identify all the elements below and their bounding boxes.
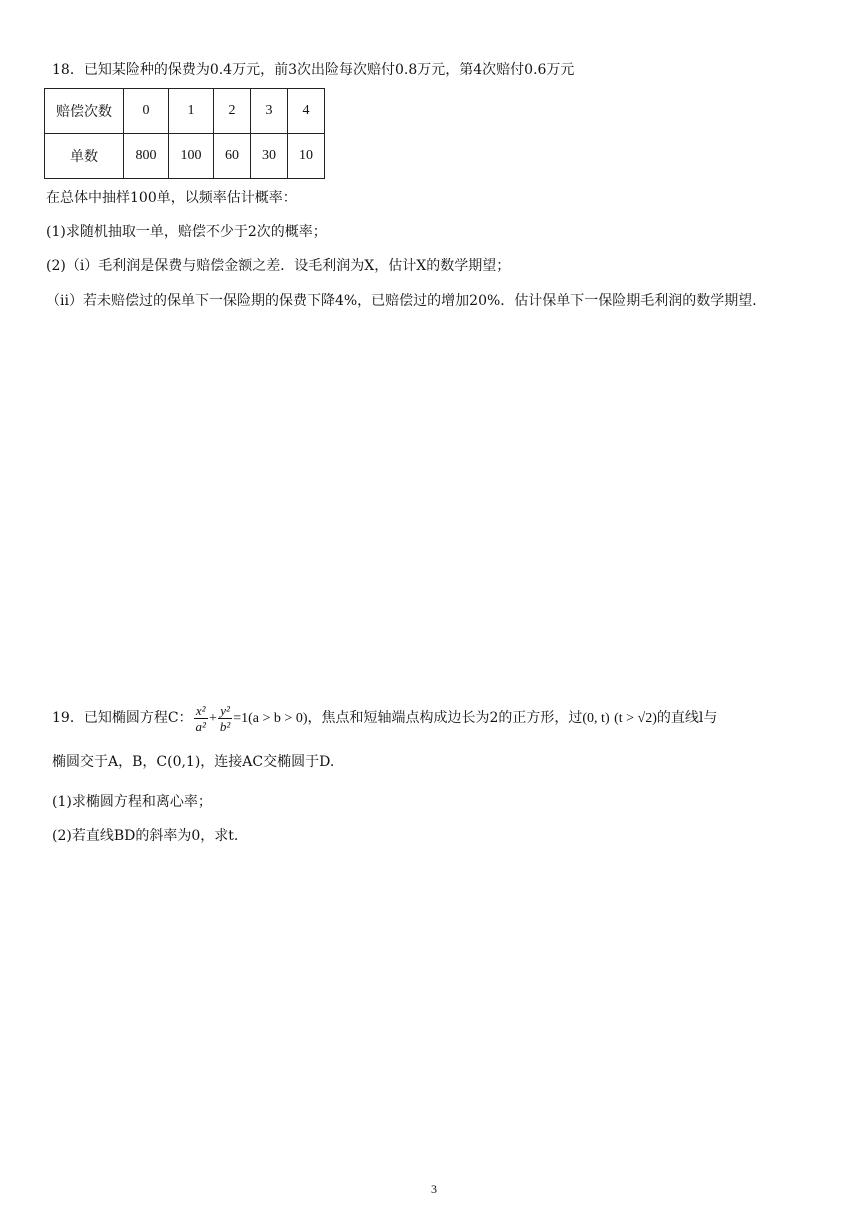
table-cell: 800 <box>124 134 169 179</box>
table-cell: 1 <box>169 89 214 134</box>
fraction-numerator: x² <box>194 703 208 719</box>
q19-middle: ，焦点和短轴端点构成边长为2的正方形，过 <box>307 710 583 726</box>
fraction-denominator: b² <box>219 718 231 734</box>
q19-stem-line2: 椭圆交于A，B，C(0,1)，连接AC交椭圆于D. <box>52 754 335 770</box>
page-number: 3 <box>431 1182 437 1196</box>
plus-sign: + <box>208 711 217 726</box>
table-cell: 0 <box>124 89 169 134</box>
claims-table <box>44 88 325 179</box>
point-0-t: (0, t) <box>582 711 610 726</box>
q19-part1: (1)求椭圆方程和离心率； <box>52 794 212 810</box>
table-cell: 100 <box>169 134 214 179</box>
fraction-x2-a2 <box>194 703 208 734</box>
q19-part2: (2)若直线BD的斜率为0，求t. <box>52 828 239 844</box>
table-cell: 3 <box>251 89 288 134</box>
equation-condition: =1(a > b > 0) <box>233 711 308 726</box>
table-row <box>45 89 325 134</box>
fraction-numerator: y² <box>218 703 232 719</box>
condition-t: (t > √2) <box>614 711 657 726</box>
fraction-y2-b2 <box>218 703 232 734</box>
table-cell: 2 <box>214 89 251 134</box>
table-cell: 4 <box>288 89 325 134</box>
fraction-denominator: a² <box>195 718 206 734</box>
table-cell: 10 <box>288 134 325 179</box>
q18-part1: (1)求随机抽取一单，赔偿不少于2次的概率； <box>46 224 327 240</box>
table-cell: 30 <box>251 134 288 179</box>
table-header-claims-count: 赔偿次数 <box>45 89 124 134</box>
table-row <box>45 134 325 179</box>
q19-stem-line1 <box>52 698 717 738</box>
q18-sample-line: 在总体中抽样100单，以频率估计概率： <box>46 190 297 206</box>
q19-prefix: 19．已知椭圆方程C： <box>52 710 193 726</box>
q18-part2i: (2)（i）毛利润是保费与赔偿金额之差．设毛利润为X，估计X的数学期望； <box>46 258 511 274</box>
q19-suffix: 的直线l与 <box>656 710 718 726</box>
table-cell: 60 <box>214 134 251 179</box>
table-header-policy-count: 单数 <box>45 134 124 179</box>
q18-part2ii: （ii）若未赔偿过的保单下一保险期的保费下降4%，已赔偿过的增加20%．估计保单下一保险期毛利润的数学期望． <box>46 293 767 309</box>
q18-stem: 18．已知某险种的保费为0.4万元，前3次出险每次赔付0.8万元，第4次赔付0.6万元 <box>52 62 575 78</box>
